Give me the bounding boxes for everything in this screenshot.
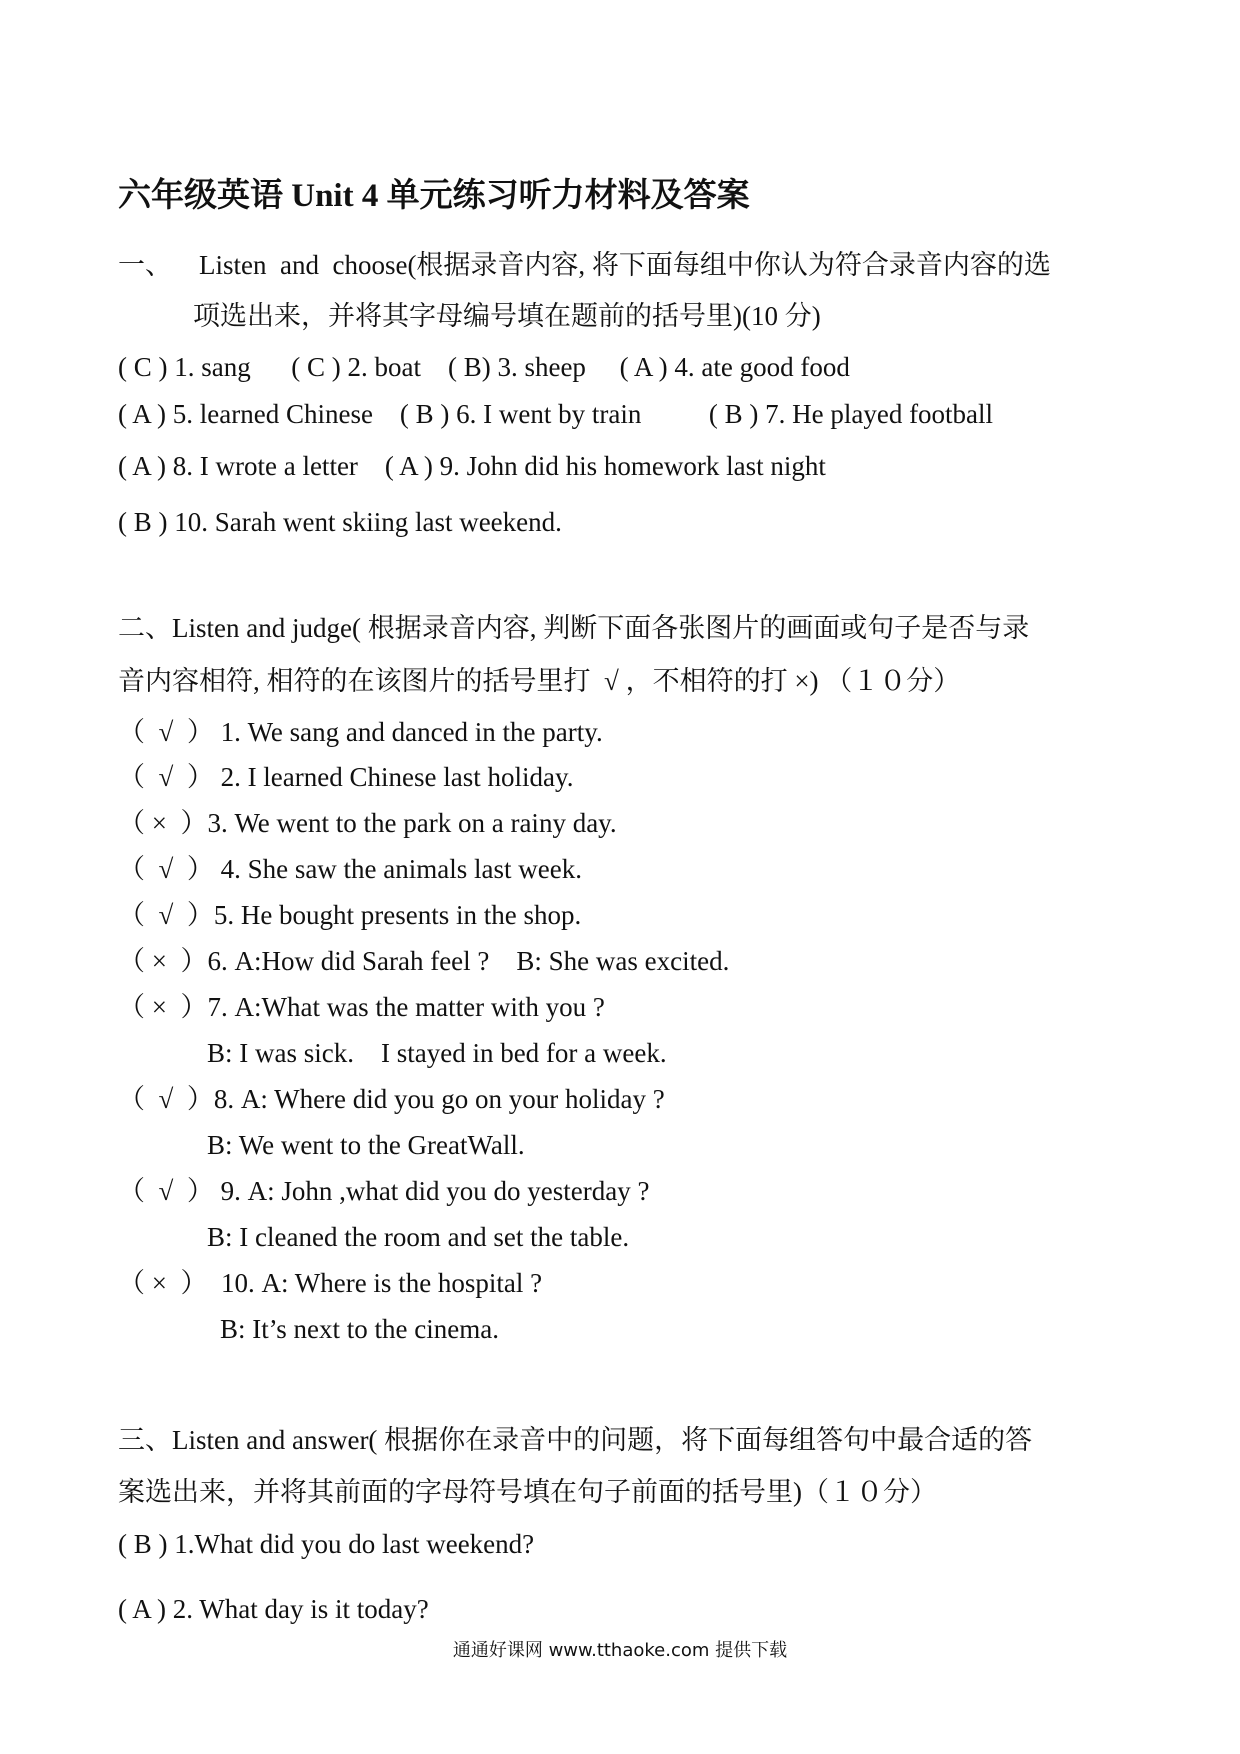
section3-heading-line1: 三、Listen and answer( 根据你在录音中的问题，将下面每组答句中最合适的答 (118, 1425, 1033, 1455)
section3-heading-line2: 案选出来，并将其前面的字母符号填在句子前面的括号里)（１０分） (118, 1477, 937, 1507)
section2-item-line: （ × ） 10. A: Where is the hospital ? (118, 1268, 543, 1298)
section2-item-line: （ × ）7. A:What was the matter with you ? (118, 992, 605, 1022)
section2-item-line: （ √ ） 9. A: John ,what did you do yesterday ? (118, 1176, 650, 1206)
section2-item-line: （ × ）6. A:How did Sarah feel ? B: She was excited. (118, 946, 730, 976)
section2-item-line: （ √ ） 4. She saw the animals last week. (118, 854, 582, 884)
section2-item-line: B: I was sick. I stayed in bed for a week. (207, 1038, 667, 1068)
section2-item-line: （ √ ）8. A: Where did you go on your holiday ? (118, 1084, 665, 1114)
section2-heading-line2: 音内容相符, 相符的在该图片的括号里打 √ ，不相符的打 ×) （１０分） (118, 666, 961, 696)
section2-item-line: （ × ）3. We went to the park on a rainy day. (118, 808, 617, 838)
document-title: 六年级英语 Unit 4 单元练习听力材料及答案 (118, 178, 750, 214)
section1-answer-line: ( A ) 5. learned Chinese ( B ) 6. I went by train ( B ) 7. He played football (118, 399, 994, 429)
page-footer: 通通好课网 www.tthaoke.com 提供下载 (452, 1640, 788, 1661)
section1-answer-line: ( A ) 8. I wrote a letter ( A ) 9. John did his homework last night (118, 451, 826, 481)
section2-item-line: B: I cleaned the room and set the table. (207, 1222, 630, 1252)
section1-answer-line: ( B ) 10. Sarah went skiing last weekend. (118, 507, 562, 537)
section2-heading-line1: 二、Listen and judge( 根据录音内容, 判断下面各张图片的画面或句子是否与录 (118, 613, 1030, 643)
section1-heading-line1: 一、 Listen and choose(根据录音内容, 将下面每组中你认为符合录音内容的选 (118, 250, 1051, 280)
section1-answer-line: ( C ) 1. sang ( C ) 2. boat ( B) 3. sheep ( A ) 4. ate good food (118, 352, 850, 382)
section2-item-line: （ √ ） 2. I learned Chinese last holiday. (118, 762, 574, 792)
section1-heading-line2: 项选出来，并将其字母编号填在题前的括号里)(10 分) (193, 301, 821, 331)
section3-answer-line: ( B ) 1.What did you do last weekend? (118, 1529, 535, 1559)
section2-item-line: B: It’s next to the cinema. (220, 1314, 499, 1344)
section3-answer-line: ( A ) 2. What day is it today? (118, 1594, 429, 1624)
section2-item-line: （ √ ） 1. We sang and danced in the party. (118, 717, 603, 747)
section2-item-line: （ √ ）5. He bought presents in the shop. (118, 900, 582, 930)
section2-item-line: B: We went to the GreatWall. (207, 1130, 525, 1160)
